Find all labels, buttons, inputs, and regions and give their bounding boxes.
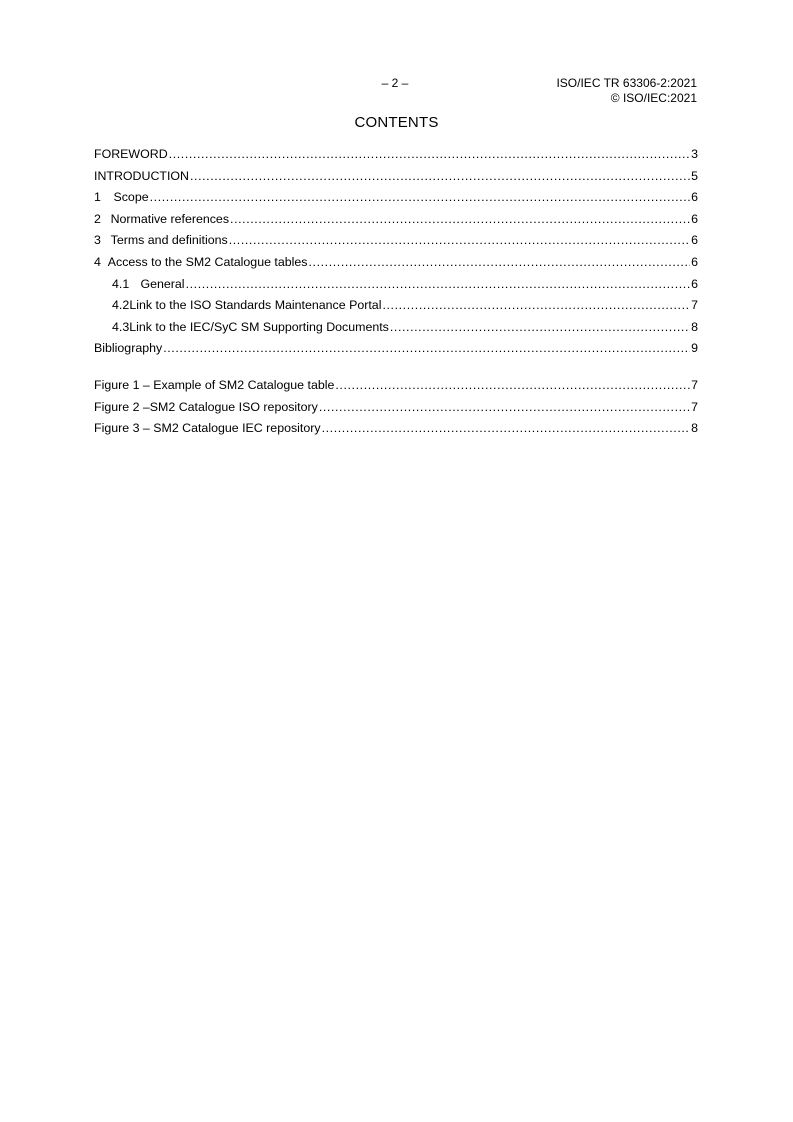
toc-entry-label: Terms and definitions <box>110 233 228 248</box>
figure-entry-1[interactable] <box>94 376 698 398</box>
toc-entry-label: Link to the ISO Standards Maintenance Portal <box>129 298 382 313</box>
page-title: CONTENTS <box>354 114 439 131</box>
dot-leader <box>169 145 690 163</box>
toc-entry-bibliography[interactable] <box>94 339 698 361</box>
section-spacer <box>94 361 698 376</box>
toc-entry-page: 8 <box>691 319 698 334</box>
toc-entry-label: INTRODUCTION <box>94 168 189 183</box>
copyright-notice: © ISO/IEC:2021 <box>610 91 697 105</box>
toc-entry-page: 7 <box>691 298 698 313</box>
toc-entry-label: Normative references <box>110 211 230 226</box>
dot-leader <box>163 339 690 357</box>
toc-entry-label: Access to the SM2 Catalogue tables <box>107 254 308 269</box>
toc-entry-page: 6 <box>691 211 698 226</box>
toc-entry-terms-and-definitions[interactable] <box>94 231 698 253</box>
toc-entry-number: 2 <box>94 211 101 226</box>
toc-entry-number: 4.3 <box>112 319 130 334</box>
toc-entry-label: Scope <box>113 190 149 205</box>
toc-entry-general[interactable] <box>94 275 698 297</box>
toc-entry-page: 6 <box>691 190 698 205</box>
toc-entry-label: FOREWORD <box>94 147 168 161</box>
dot-leader <box>186 275 691 293</box>
toc-entry-number: 4 <box>94 254 101 269</box>
toc-entry-label: Link to the IEC/SyC SM Supporting Documents <box>129 319 389 334</box>
toc-entry-number: 1 <box>94 190 101 205</box>
figure-entry-label: Figure 1 – Example of SM2 Catalogue table <box>94 377 335 392</box>
toc-entry-number: 4.1 <box>112 276 130 291</box>
toc-entry-introduction[interactable] <box>94 167 698 189</box>
dot-leader <box>319 398 690 416</box>
dot-leader <box>230 210 690 228</box>
figure-entry-page: 7 <box>691 377 698 392</box>
document-id: ISO/IEC TR 63306-2:2021 <box>556 76 697 90</box>
figure-entry-3[interactable] <box>94 419 698 441</box>
toc-entry-page: 5 <box>691 168 698 183</box>
dot-leader <box>335 376 690 394</box>
toc-entry-number: 3 <box>94 233 101 248</box>
toc-entry-page: 9 <box>691 341 698 356</box>
dot-leader <box>309 253 691 271</box>
toc-entry-page: 6 <box>691 233 698 248</box>
page-number: – 2 – <box>381 76 409 90</box>
figure-entry-label: Figure 3 – SM2 Catalogue IEC repository <box>94 421 321 436</box>
table-of-contents <box>94 145 698 441</box>
toc-entry-page: 6 <box>691 254 698 269</box>
figure-entry-2[interactable] <box>94 398 698 420</box>
figure-entry-page: 7 <box>691 399 698 414</box>
toc-entry-iso-portal-link[interactable] <box>94 296 698 318</box>
toc-entry-number: 4.2 <box>112 298 130 313</box>
toc-entry-page: 6 <box>691 276 698 291</box>
dot-leader <box>390 318 690 336</box>
dot-leader <box>322 419 691 437</box>
dot-leader <box>382 296 690 314</box>
figure-entry-label: Figure 2 –SM2 Catalogue ISO repository <box>94 399 318 414</box>
toc-entry-label: General <box>140 276 185 291</box>
document-header <box>556 76 697 106</box>
toc-entry-access-to-sm2-catalogue[interactable] <box>94 253 698 275</box>
toc-entry-foreword[interactable] <box>94 145 698 167</box>
toc-entry-iec-syc-link[interactable] <box>94 318 698 340</box>
toc-entry-normative-references[interactable] <box>94 210 698 232</box>
dot-leader <box>150 188 690 206</box>
toc-entry-page: 3 <box>691 147 698 161</box>
figure-entry-page: 8 <box>691 421 698 436</box>
dot-leader <box>190 167 690 185</box>
toc-entry-scope[interactable] <box>94 188 698 210</box>
toc-entry-label: Bibliography <box>94 341 163 356</box>
dot-leader <box>229 231 690 249</box>
